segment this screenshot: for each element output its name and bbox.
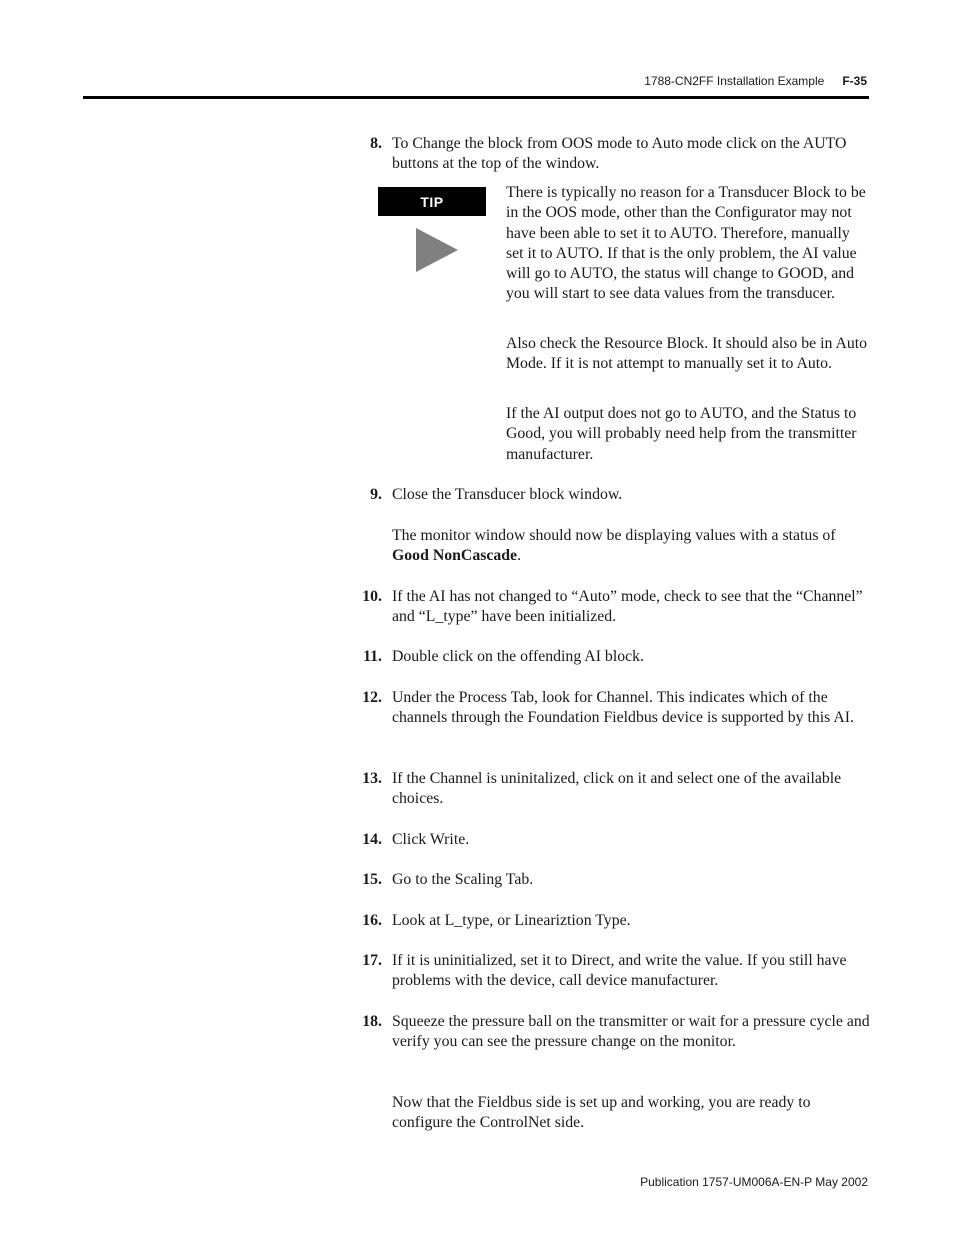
status-emphasis: Good NonCascade xyxy=(392,547,518,565)
page-number: F-35 xyxy=(842,74,867,88)
step-number: 18. xyxy=(362,1013,382,1030)
step-number: 10. xyxy=(362,588,382,605)
publication-footer: Publication 1757-UM006A-EN-P May 2002 xyxy=(640,1175,868,1189)
step-text: Squeeze the pressure ball on the transmitter or wait for a pressure cycle and verify you can see the pressure change on the monitor. xyxy=(392,1013,870,1051)
step-text: If the Channel is uninitalized, click on it and select one of the available choices. xyxy=(392,770,842,808)
tip-label: TIP xyxy=(378,187,486,216)
step-text: Look at L_type, or Lineariztion Type. xyxy=(392,912,631,929)
note-text: . xyxy=(517,547,522,565)
header-title: 1788-CN2FF Installation Example xyxy=(644,74,825,88)
step-number: 15. xyxy=(362,871,382,888)
step-text: Go to the Scaling Tab. xyxy=(392,871,534,888)
step-number: 12. xyxy=(362,689,382,706)
header-rule xyxy=(83,96,869,99)
step-text: If the AI has not changed to “Auto” mode, check to see that the “Channel” and “L_type” have been initialized. xyxy=(392,588,863,626)
step-number: 14. xyxy=(362,831,382,848)
step-number: 8. xyxy=(370,135,382,152)
step-text: Under the Process Tab, look for Channel. This indicates which of the channels through the Foundation Fieldbus device is supported by this AI. xyxy=(392,689,855,727)
tip-paragraph: There is typically no reason for a Transducer Block to be in the OOS mode, other than the Configurator may not have been able to set it to AUTO. Therefore, manually set it to AUTO. If that is the only problem, the AI value will go to AUTO, the status will change to GOOD, and you will start to see data values from the transducer. xyxy=(506,184,866,303)
step-text: Double click on the offending AI block. xyxy=(392,648,644,665)
step-number: 16. xyxy=(362,912,382,929)
step-number: 17. xyxy=(362,952,382,969)
tip-paragraph: If the AI output does not go to AUTO, and the Status to Good, you will probably need help from the transmitter manufacturer. xyxy=(506,405,857,463)
step-number: 13. xyxy=(362,770,382,787)
note-text: The monitor window should now be displaying values with a status of xyxy=(392,527,836,544)
step-note xyxy=(392,526,870,567)
step-number: 11. xyxy=(363,648,382,665)
step-text: If it is uninitialized, set it to Direct, and write the value. If you still have problems with the device, call device manufacturer. xyxy=(392,952,847,990)
step-note: Now that the Fieldbus side is set up and working, you are ready to configure the ControlNet side. xyxy=(392,1094,811,1132)
running-header xyxy=(644,74,867,88)
step-text: Click Write. xyxy=(392,831,470,848)
tip-arrow-icon xyxy=(416,228,458,272)
step-text: Close the Transducer block window. xyxy=(392,486,623,503)
step-number: 9. xyxy=(370,486,382,503)
tip-paragraph: Also check the Resource Block. It should also be in Auto Mode. If it is not attempt to manually set it to Auto. xyxy=(506,335,868,373)
step-text: To Change the block from OOS mode to Auto mode click on the AUTO buttons at the top of the window. xyxy=(392,135,847,173)
